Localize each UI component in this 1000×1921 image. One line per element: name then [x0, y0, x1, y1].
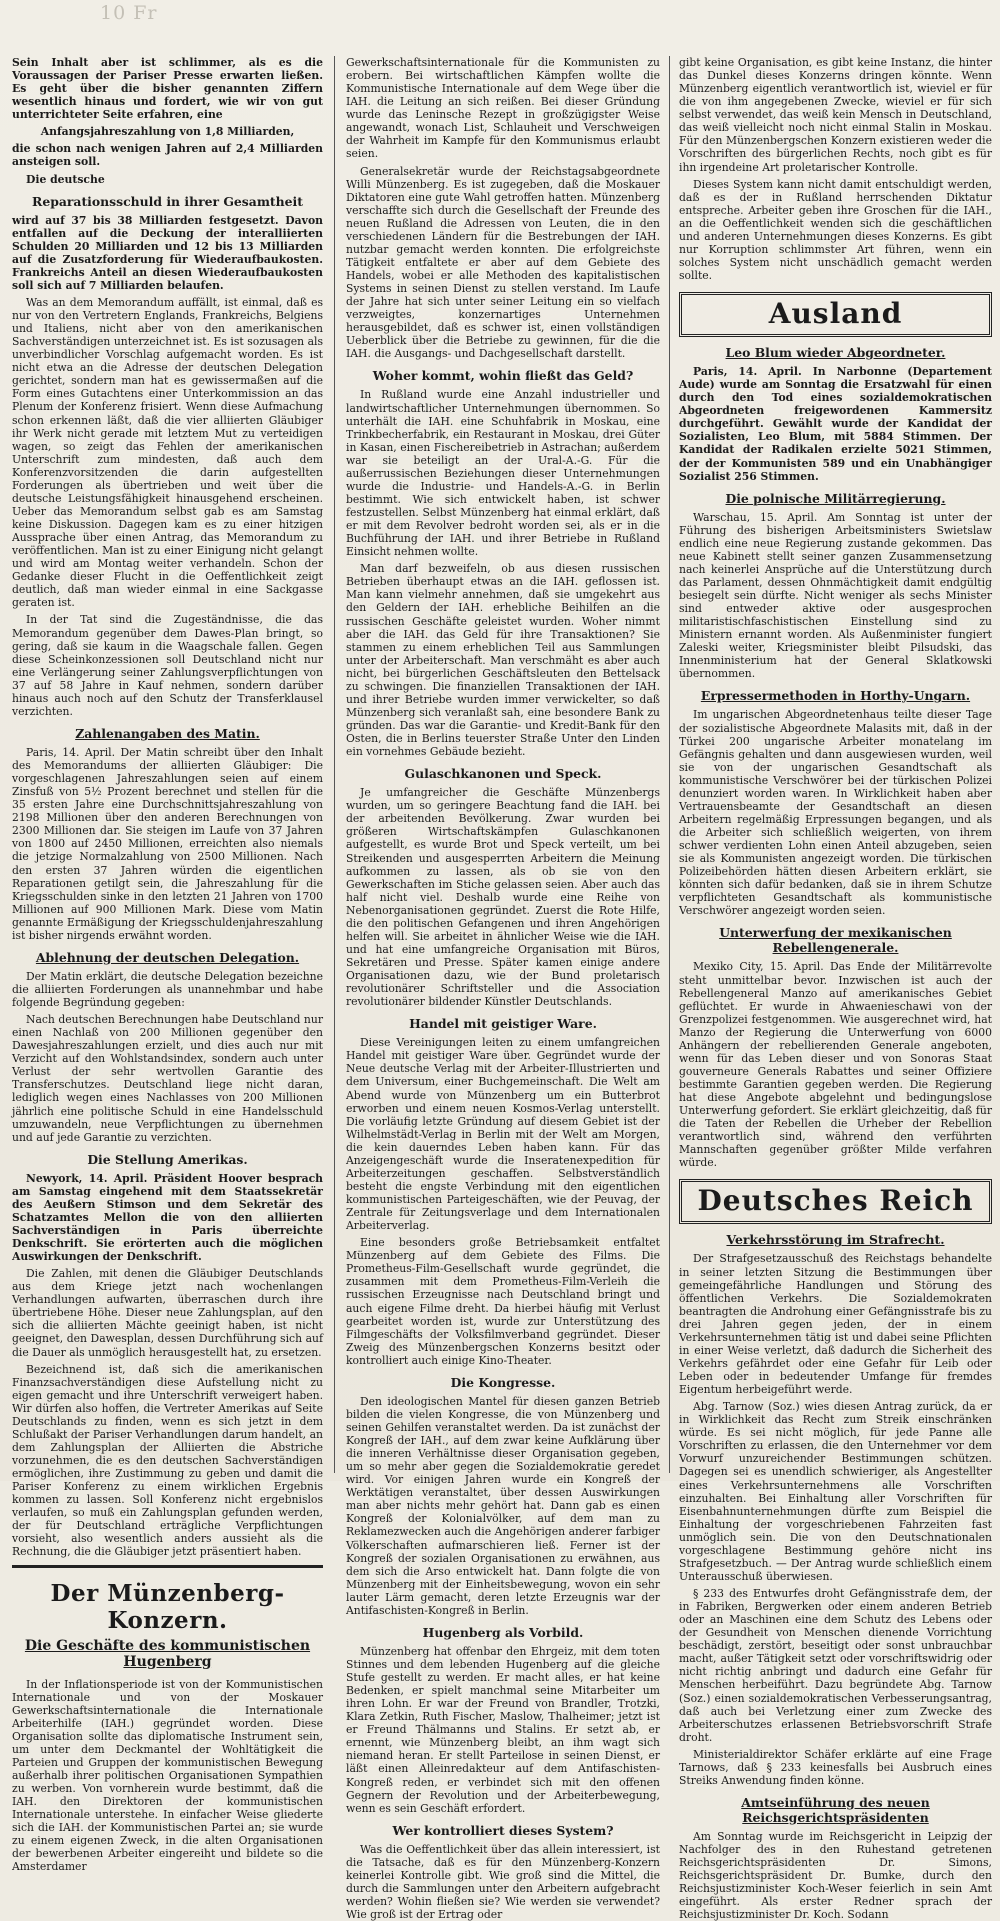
reparation-heading: Reparationsschuld in ihrer Gesamtheit	[32, 193, 303, 209]
figures-paragraph: Die Zahlen, mit denen die Gläubiger Deutschlands aus dem Kriege jetzt nach wochenlangen Verhandlungen aufwarten, überraschen durch ihre übertriebene Höhe. Dieser neue Zahlungsplan, auf den sich die alliierten Mächte geeinigt haben, ist nicht geeignet, den Dawesplan, dessen Durchführung sich auf die Dauer als unmöglich herausgestellt hat, zu ersetzen.	[12, 1267, 323, 1359]
america-heading: Die Stellung Amerikas.	[87, 1151, 248, 1167]
trade-heading: Handel mit geistiger Ware.	[409, 1016, 597, 1032]
rejection-paragraph-1: Der Matin erklärt, die deutsche Delegation bezeichne die alliierten Forderungen als unannehmbar und habe folgende Begründung gegeben:	[12, 969, 323, 1009]
congress-heading: Die Kongresse.	[450, 1374, 556, 1390]
column-rule-left	[334, 56, 335, 1473]
muenzenberg-headline: Der Münzenberg-Konzern.	[50, 1579, 285, 1634]
reparation-paragraph: wird auf 37 bis 38 Milliarden festgesetzt. Davon entfallen auf die Deckung der interalliierten Schulden 20 Milliarden und 12 bis 13 Milliarden auf die Zusatzforderung für Wiederaufbaukosten. Frankreichs Anteil an diesen Wiederaufbaukosten soll sich auf 7 Milliarden belaufen.	[12, 213, 323, 292]
hugenberg-heading: Hugenberg als Vorbild.	[422, 1624, 584, 1640]
system-paragraph: Dieses System kann nicht damit entschuldigt werden, daß es der in Rußland herrschenden Diktatur entspreche. Arbeiter geben ihre Groschen für die IAH., an die Oeffentlichkeit wenden sich die geschäftlichen und anderen Unternehmungen dieses Konzerns. Es gibt nur Korruption schlimmster Art führen, wenn ein solches System nicht unschädlich gemacht werden sollte.	[679, 177, 992, 282]
matin-figures-paragraph: Paris, 14. April. Der Matin schreibt über den Inhalt des Memorandums der alliierten Gläubiger: Die vorgeschlagenen Jahreszahlungen seien auf einem Zinsfuß von 5½ Prozent berechnet und stellen für die 35 ersten Jahre eine Durchschnittsjahreszahlung von 2198 Millionen über den anderen Berechnungen von 2300 Millionen dar. Sie steigen im Laufe von 37 Jahren von 1800 auf 2450 Millionen, erreichten also niemals die jetzige Normalzahlung von 2500 Millionen. Nach den ersten 37 Jahren würden die eigentlichen Reparationen getilgt sein, die Jahreszahlung für die Kriegsschulden sinke in den letzten 21 Jahren von 1700 Millionen auf 900 Millionen Mark. Diese vom Matin genannte Ermäßigung der Kriegsschuldenjahreszahlung ist bisher nirgends erwähnt worden.	[12, 745, 323, 942]
significant-paragraph: Bezeichnend ist, daß sich die amerikanischen Finanzsachverständigen diese Aufstellung nicht zu eigen gemacht und ihre Unterschrift verweigert haben. Wir dürfen also hoffen, die Vertreter Amerikas auf Seite Deutschlands zu finden, wenn es sich jetzt in dem Schlußakt der Pariser Verhandlungen darum handelt, an dem Zahlungsplan der Alliierten die Abstriche vorzunehmen, die es den deutschen Sachverständigen ermöglichen, ihre Zustimmung zu geben und damit die Pariser Konferenz zu einem wirklichen Ergebnis kommen zu lassen. Soll Konferenz nicht ergebnislos verlaufen, so muß ein Zahlungsplan gefunden werden, der für Deutschland erträgliche Verpflichtungen vorsieht, also wesentlich anders aussieht als die Rechnung, die die Gläubiger jetzt präsentiert haben.	[12, 1362, 323, 1559]
control-paragraph: Was die Oeffentlichkeit über das allein interessiert, ist die Tatsache, daß es für den Münzenberg-Konzern keinerlei Kontrolle gibt. Wie groß sind die Mittel, die durch die Sammlungen unter den Arbeitern aufgebracht werden? Wohin fließen sie? Wie werden sie verwendet? Wie groß ist der Ertrag oder	[346, 1842, 660, 1921]
traffic-paragraph-3: § 233 des Entwurfes droht Gefängnisstrafe dem, der in Fabriken, Bergwerken oder einem anderen Betrieb oder an Maschinen eine dem Schutz des Lebens oder der Gesundheit von Menschen dienende Vorrichtung beschädigt, zerstört, beseitigt oder sonst unbrauchbar macht, außer Tätigkeit setzt oder vorschriftswidrig oder nicht richtig anbringt und dadurch eine Gefahr für Menschen herbeiführt. Dazu begründete Abg. Tarnow (Soz.) einen sozialdemokratischen Verbesserungsantrag, daß auch bei Verletzung einer zum Zwecke des Arbeiterschutzes erlassenen Betriebsvorschrift Strafe droht.	[679, 1587, 992, 1744]
column-2	[336, 0, 668, 1921]
traffic-paragraph-1: Der Strafgesetzausschuß des Reichstags behandelte in seiner letzten Sitzung die Bestimmungen über gemeingefährliche Handlungen und Störung des öffentlichen Verkehrs. Die Sozialdemokraten beantragten die Androhung einer Gefängnisstrafe bis zu drei Jahren gegen jeden, der in einem Verkehrsunternehmen tätig ist und dabei seine Pflichten in einer Weise verletzt, daß dadurch die Sicherheit des Verkehrs gefährdet oder eine Gefahr für Leib oder Leben oder in bedeutender Umfange für fremdes Eigentum herbeigeführt werde.	[679, 1252, 992, 1397]
rejection-heading: Ablehnung der deutschen Delegation.	[35, 949, 300, 965]
column-1	[0, 0, 333, 1874]
page-header-mark: 10 Fr	[100, 2, 158, 24]
rejection-paragraph-2: Nach deutschen Berechnungen habe Deutschland nur einen Nachlaß von 200 Millionen gegenüber den Dawesjahreszahlungen erzielt, und dies auch nur mit Verzicht auf den Wohlstandsindex, sondern auch unter Verlust der sehr wertvollen Garantie des Transferschutzes. Deutschland liege nicht daran, lediglich wegen eines Nachlasses von 200 Millionen jährlich eine politische Schuld in eine Handelsschuld umzuwandeln, neue Verpflichtungen zu übernehmen und auf jede Garantie zu verzichten.	[12, 1013, 323, 1144]
money-paragraph-2: Man darf bezweifeln, ob aus diesen russischen Betrieben überhaupt etwas an die IAH. geflossen ist. Man kann vielmehr annehmen, daß sie umgekehrt aus den Geldern der IAH. erhebliche Beihilfen an die russischen Geschäfte geleistet wurden. Woher nimmt aber die IAH. das Geld für ihre Transaktionen? Sie stammen zu einem erheblichen Teil aus Sammlungen unter der Arbeiterschaft. Man verschmäht es aber auch nicht, bei bürgerlichen Geschäftsleuten den Bettelsack zu schwingen. Die finanziellen Transaktionen der IAH. und ihrer Betriebe wurden immer verwickelter, so daß Münzenberg sich veranlaßt sah, eine besondere Bank zu gründen. Das war die Garantie- und Kredit-Bank für den Osten, die in Berlins teuerster Straße Unter den Linden ein vornehmes Gebäude bezieht.	[346, 562, 660, 759]
money-paragraph-1: In Rußland wurde eine Anzahl industrieller und landwirtschaftlicher Unternehmungen übernommen. So unterhält die IAH. eine Schuhfabrik in Moskau, eine Trinkbecherfabrik, ein Restaurant in Moskau, drei Güter in Kasan, einen Fischereibetrieb in Astrachan; außerdem war sie beteiligt an der Ural-A.-G. Für die außerrussischen Beziehungen dieser Unternehmungen wurde die Industrie- und Handels-A.-G. in Berlin bestimmt. Wie sich entwickelt haben, ist schwer festzustellen. Selbst Münzenberg hat einmal erklärt, daß er mit dem Revolver bedroht worden sei, als er in die Buchführung der IAH. und ihrer Betriebe in Rußland Einsicht nehmen wollte.	[346, 388, 660, 559]
court-president-heading: Amtseinführung des neuen Reichsgerichtspräsidenten	[741, 1794, 930, 1825]
traffic-paragraph-4: Ministerialdirektor Schäfer erklärte auf eine Frage Tarnows, daß § 233 keinesfalls bei Ausbruch eines Streiks Anwendung finden könne.	[679, 1747, 992, 1787]
congress-paragraph: Den ideologischen Mantel für diesen ganzen Betrieb bilden die vielen Kongresse, die von Münzenberg und seinen Gehilfen veranstaltet werden. Da ist zunächst der Kongreß der IAH., auf dem zwar keine Aufklärung über die inneren Verhältnisse dieser Organisation gegeben, um so mehr aber gegen die Sozialdemokratie geredet wird. Vor einigen Jahren wurde ein Kongreß der Werktätigen veranstaltet, über dessen Auswirkungen man aber nichts mehr gehört hat. Dann gab es einen Kongreß der Kolonialvölker, auf dem man zu Reklamezwecken auch die Angehörigen anderer farbiger Völkerschaften aufmarschieren ließ. Ferner ist der Kongreß der sozialen Organisationen zu erwähnen, aus dem sich die Arso entwickelt hat. Dann folgte die von Münzenberg mit der Einheitsbewegung, wovon ein sehr lauter Lärm gemacht, deren letzte Erzeugnis war der Antifaschisten-Kongreß in Berlin.	[346, 1394, 660, 1617]
control-heading: Wer kontrolliert dieses System?	[392, 1822, 614, 1838]
column-rule-right	[669, 56, 670, 1473]
mexico-paragraph: Mexiko City, 15. April. Das Ende der Militärrevolte steht unmittelbar bevor. Inzwischen ist auch der Rebellengeneral Manzo auf amerikanisches Gebiet geflüchtet. Er wurde in Ahwaenieschawi von der Grenzpolizei festgenommen. Wie ausgerechnet wird, hat Manzo der Regierung die Unterwerfung von 6000 Anhängern der rebellierenden Generale angeboten, wenn für das Leben dieser und von Sonoras Staat gouverneure Generals Rabattes und seiner Offiziere bestimmte Garantien gegeben werden. Die Regierung hat diese Angebote abgelehnt und bedingungslose Unterwerfung gefordert. Sie erklärt gleichzeitig, daß für die Taten der Rebellen die Urheber der Rebellion verantwortlich sind, während den verführten Mannschaften gegenüber größter Milde verfahren würde.	[679, 960, 992, 1170]
memorandum-paragraph: Was an dem Memorandum auffällt, ist einmal, daß es nur von den Vertretern Englands, Frankreichs, Belgiens und Italiens, nicht aber von den amerikanischen Sachverständigen unterzeichnet ist. Es ist sozusagen als unverbindlicher Vorschlag aufgemacht worden. Es ist nicht etwa an die Adresse der deutschen Delegation gerichtet, sondern man hat es gewissermaßen auf die Form eines Gutachtens einer Unterkommission an das Plenum der Konferenz frisiert. Wenn diese Aufmachung schon erkennen läßt, daß die vier alliierten Gläubiger ihr Werk nicht gerade mit letztem Mut zu verteidigen wagen, so zeigt das Fehlen der amerikanischen Unterschrift zum mindesten, daß auch dem Konferenzvorsitzenden die darin aufgestellten Forderungen als übertrieben und weit über die deutsche Leistungsfähigkeit hinausgehend erscheinen. Ueber das Memorandum selbst gab es am Samstag keine Diskussion. Dagegen kam es zu einer hitzigen Aussprache über einen Antrag, das Memorandum zu veröffentlichen. Man ist zu einer Einigung nicht gelangt und wird am Montag weiter verhandeln. Schon der Gedanke dieser Flucht in die Oeffentlichkeit zeigt deutlich, daß man wieder einmal in eine Sackgasse geraten ist.	[12, 295, 323, 610]
traffic-heading: Verkehrsstörung im Strafrecht.	[726, 1232, 945, 1248]
hugenberg-paragraph: Münzenberg hat offenbar den Ehrgeiz, mit dem toten Stinnes und dem lebenden Hugenberg auf die gleiche Stufe gestellt zu werden. Er macht alles, er hat keine Bedenken, er spielt manchmal seine Mitarbeiter um ihren Lohn. Er war der Freund von Brandler, Trotzki, Klara Zetkin, Ruth Fischer, Maslow, Thalheimer; jetzt ist er Freund Thälmanns und Stalins. Er setzt ab, er ernennt, wie Münzenberg bleibt, an ihm wagt sich niemand heran. Er stellt Parteilose in seinen Dienst, er läßt einen Alleinredakteur auf dem Antifaschisten-Kongreß reden, er verbindet sich mit den offenen Gegnern der Revolution und der Arbeiterbewegung, wenn es sein Geschäft erfordert.	[346, 1644, 660, 1815]
general-secretary-paragraph: Generalsekretär wurde der Reichstagsabgeordnete Willi Münzenberg. Es ist zugegeben, daß die Moskauer Diktatoren eine gute Wahl getroffen hatten. Münzenberg verschaffte sich durch die Gesellschaft der Freunde des neuen Rußland die Adressen von Leuten, die in den verschiedenen Ländern für die Bestrebungen der IAH. nutzbar gemacht werden konnten. Die erfolgreichste Tätigkeit entfaltete er aber auf dem Gebiete des Handels, wobei er alle Methoden des kapitalistischen Systems in seinen Dienst zu stellen verstand. Im Laufe der Jahre hat sich unter seiner Leitung ein so vielfach verzweigtes, konzernartiges Unternehmen herausgebildet, daß es schwer ist, einen vollständigen Ueberblick über die Betriebe zu gewinnen, für die die IAH. die Ausgangs- und Dachgesellschaft darstellt.	[346, 164, 660, 361]
polish-paragraph: Warschau, 15. April. Am Sonntag ist unter der Führung des bisherigen Arbeitsministers Swietslaw endlich eine neue Regierung zustande gekommen. Das neue Kabinett stellt seiner ganzen Zusammensetzung nach keinerlei Ansprüche auf die Unterstützung durch das Parlament, dessen Ohnmächtigkeit damit endgültig besiegelt sein dürfte. Nicht weniger als sechs Minister sind entweder aktive oder ausgesprochen militaristischfaschistischen Einstellung sind zu Ministern ernannt worden. Als Außenminister fungiert Zaleski weiter, Kriegsminister bleibt Pilsudski, das Innenministerium hat der General Sklatkowski übernommen.	[679, 510, 992, 681]
german-reich-section-header: Deutsches Reich	[679, 1179, 992, 1224]
money-heading: Woher kommt, wohin fließt das Geld?	[372, 368, 634, 384]
section-divider	[12, 1565, 323, 1568]
hungary-heading: Erpressermethoden in Horthy-Ungarn.	[700, 688, 971, 704]
muenzenberg-subheadline: Die Geschäfte des kommunistischen Hugenberg	[24, 1637, 311, 1670]
trade-paragraph-1: Diese Vereinigungen leiten zu einem umfangreichen Handel mit geistiger Ware über. Gegründet wurde der Neue deutsche Verlag mit der Arbeiter-Illustrierten und dem Universum, einer Buchgemeinschaft. Die Welt am Abend wurde von Münzenberg um ein Butterbrot erworben und einem neuen Kosmos-Verlag unterstellt. Die vorläufig letzte Gründung auf diesem Gebiet ist der Wilhelmstädt-Verlag in Berlin mit der Welt am Morgen, die kein dauerndes Leben haben kann. Für das Anzeigengeschäft wurde die Inseratenexpedition für Arbeiterzeitungen geschaffen. Selbstverständlich besteht die engste Verbindung mit den eigentlichen kommunistischen Parteigeschäften, wie der Peuvag, der Zentrale für Zeitungsverlage und dem Internationalen Arbeiterverlag.	[346, 1036, 660, 1233]
foreign-section-header: Ausland	[679, 292, 992, 337]
mexico-heading: Unterwerfung der mexikanischen Rebellengenerale.	[719, 925, 952, 956]
america-paragraph: Newyork, 14. April. Präsident Hoover besprach am Samstag eingehend mit dem Staatssekretär des Aeußern Stimson und dem Sekretär des Schatzamtes Mellon die von den alliierten Sachverständigen in Paris überreichte Denkschrift. Sie erörterten auch die möglichen Auswirkungen der Denkschrift.	[12, 1171, 323, 1264]
blum-heading: Leo Blum wieder Abgeordneter.	[725, 345, 946, 361]
intro-increase: die schon nach wenigen Jahren auf 2,4 Milliarden ansteigen soll.	[12, 142, 323, 169]
union-paragraph: Gewerkschaftsinternationale für die Kommunisten zu erobern. Bei wirtschaftlichen Kämpfen wollte die Kommunistische Internationale auf dem Wege über die IAH. die Leitung an sich reißen. Bei dieser Gründung wurde das Leninsche Rezept in großzügigster Weise angewandt, wonach List, Schlauheit und Verschweigen der Wahrheit im Kampfe für den Kommunismus erlaubt seien.	[346, 56, 660, 161]
concession-paragraph: In der Tat sind die Zugeständnisse, die das Memorandum gegenüber dem Dawes-Plan bringt, so gering, daß sie kaum in die Waagschale fallen. Gegen diese Scheinkonzessionen soll Deutschland nicht nur eine Verlängerung seiner Zahlungsverpflichtungen von 37 auf 58 Jahre in Kauf nehmen, sondern darüber hinaus auch noch auf den Schutz der Transferklausel verzichten.	[12, 613, 323, 718]
court-president-paragraph: Am Sonntag wurde im Reichsgericht in Leipzig der Nachfolger des in den Ruhestand getretenen Reichsgerichtspräsidenten Dr. Simons, Reichsgerichtspräsident Dr. Bumke, durch den Reichsjustizminister Koch-Weser feierlich in sein Amt eingeführt. Als erster Redner sprach der Reichsjustizminister Dr. Koch. Sodann	[679, 1829, 992, 1921]
column-3	[671, 0, 1000, 1921]
intro-amount: Anfangsjahreszahlung von 1,8 Milliarden,	[40, 125, 295, 139]
traffic-paragraph-2: Abg. Tarnow (Soz.) wies diesen Antrag zurück, da er in Wirklichkeit das Recht zum Streik einschränken würde. Es sei nicht möglich, für jede Panne alle Vorschriften zu erlassen, die den Unternehmer vor dem Vorwurf unzureichender Bestimmungen schützen. Dagegen sei es unendlich schwieriger, als Angestellter eines Verkehrsunternehmens alle Vorschriften einzuhalten. Bei Einhaltung aller Vorschriften für Eisenbahnunternehmungen dürfte zum Beispiel die Einhaltung der vorgeschriebenen Fahrzeiten fast unmöglich sein. Die von den Deutschnationalen vorgeschlagene Bestimmung gehöre nicht ins Strafgesetzbuch. — Der Antrag wurde schließlich einem Unterausschuß überwiesen.	[679, 1400, 992, 1583]
goulash-heading: Gulaschkanonen und Speck.	[404, 766, 602, 782]
blum-paragraph: Paris, 14. April. In Narbonne (Departement Aude) wurde am Sonntag die Ersatzwahl für einen durch den Tod eines sozialdemokratischen Abgeordneten freigewordenen Kammersitz durchgeführt. Gewählt wurde der Kandidat der Sozialisten, Leo Blum, mit 5884 Stimmen. Der Kandidat der Radikalen erzielte 5021 Stimmen, der der Kommunisten 589 und ein Unabhängiger Sozialist 256 Stimmen.	[679, 365, 992, 483]
goulash-paragraph: Je umfangreicher die Geschäfte Münzenbergs wurden, um so geringere Beachtung fand die IAH. bei der arbeitenden Bevölkerung. Zwar wurden bei größeren Wirtschaftskämpfen Gulaschkanonen aufgestellt, es wurde Brot und Speck verteilt, um bei Streikenden und ausgesperrten Arbeitern die Meinung aufkommen zu lassen, als ob sie von den Gewerkschaften im Stiche gelassen seien. Aber auch das half nicht viel. Deshalb wurde eine Reihe von Nebenorganisationen gegründet. Zuerst die Rote Hilfe, die den politischen Gefangenen und ihren Angehörigen helfen will. Sie arbeitet in ähnlicher Weise wie die IAH. und hat eine umfangreiche Organisation mit Büros, Sekretären und Presse. Später kamen einige andere Organisationen dazu, wie der Bund proletarisch revolutionärer Schriftsteller und die Association revolutionärer bildender Künstler Deutschlands.	[346, 786, 660, 1009]
matin-figures-heading: Zahlenangaben des Matin.	[75, 725, 260, 741]
trade-paragraph-2: Eine besonders große Betriebsamkeit entfaltet Münzenberg auf dem Gebiete des Films. Die Prometheus-Film-Gesellschaft wurde gegründet, die zusammen mit dem Prometheus-Film-Verleih die russischen Erzeugnisse nach Deutschland bringt und auch eigene Filme dreht. Da hierbei häufig mit Verlust gearbeitet worden ist, wurde zur Unterstützung des Filmgeschäfts der Volksfilmverband gegründet. Dieser Zweig des Münzenbergschen Konzerns besitzt oder kontrolliert auch einige Kino-Theater.	[346, 1236, 660, 1367]
hungary-paragraph: Im ungarischen Abgeordnetenhaus teilte dieser Tage der sozialistische Abgeordnete Malasits mit, daß in der Türkei 200 ungarische Arbeiter monatelang im Gefängnis gehalten und dann ausgewiesen wurden, weil sie von der ungarischen Gesandtschaft als kommunistische Verschwörer bei der türkischen Polizei denunziert worden waren. In Wirklichkeit haben aber Vertrauensbeamte der Gesandtschaft an diesen Arbeitern regelmäßig Erpressungen begangen, und als die Arbeiter sich schließlich weigerten, von ihrem schwer verdienten Lohn einen Anteil abzugeben, seien sie als Kommunisten angezeigt worden. Die türkischen Polizeibehörden hätten diesen Arbeitern erklärt, sie könnten sich dafür bedanken, daß sie in ihrem Schutze verpflichteten Gesandtschaft als kommunistische Verschwörer angezeigt worden seien.	[679, 708, 992, 918]
organisation-paragraph: gibt keine Organisation, es gibt keine Instanz, die hinter das Dunkel dieses Konzerns dringen könnte. Wenn Münzenberg eigentlich verantwortlich ist, wieviel er für die von ihm angegebenen Zwecke, wieviel er für sich selbst verwendet, das weiß kein Mensch in Deutschland, das weiß vielleicht noch nicht einmal Stalin in Moskau. Für den Münzenbergschen Konzern existieren weder die Vorschriften des bürgerlichen Rechts, noch gibt es für ihn irgendeine Art proletarischer Kontrolle.	[679, 56, 992, 174]
muenzenberg-paragraph: In der Inflationsperiode ist von der Kommunistischen Internationale und von der Moskauer Gewerkschaftsinternationale die Internationale Arbeiterhilfe (IAH.) gegründet worden. Diese Organisation sollte das diplomatische Instrument sein, um unter dem Deckmantel der Wohltätigkeit die Parteien und Gruppen der kommunistischen Bewegung außerhalb ihrer politischen Organisationen Sympathien zu werben. Von vornherein wurde bestimmt, daß die IAH. den Direktoren der kommunistischen Internationale unterstehe. In einfacher Weise gliederte sich die IAH. der Kommunistischen Partei an; sie wurde zu einem eigenen Zweck, in die alten Organisationen der bewerbenen Arbeiter eingereiht und bildete so die Amsterdamer	[12, 1677, 323, 1874]
intro-paragraph: Sein Inhalt aber ist schlimmer, als es die Voraussagen der Pariser Presse erwarten ließen. Es geht über die bisher genannten Ziffern wesentlich hinaus und fordert, wie wir von gut unterrichteter Seite erfahren, eine	[12, 56, 323, 122]
polish-heading: Die polnische Militärregierung.	[725, 490, 946, 506]
intro-lead: Die deutsche	[26, 172, 105, 186]
